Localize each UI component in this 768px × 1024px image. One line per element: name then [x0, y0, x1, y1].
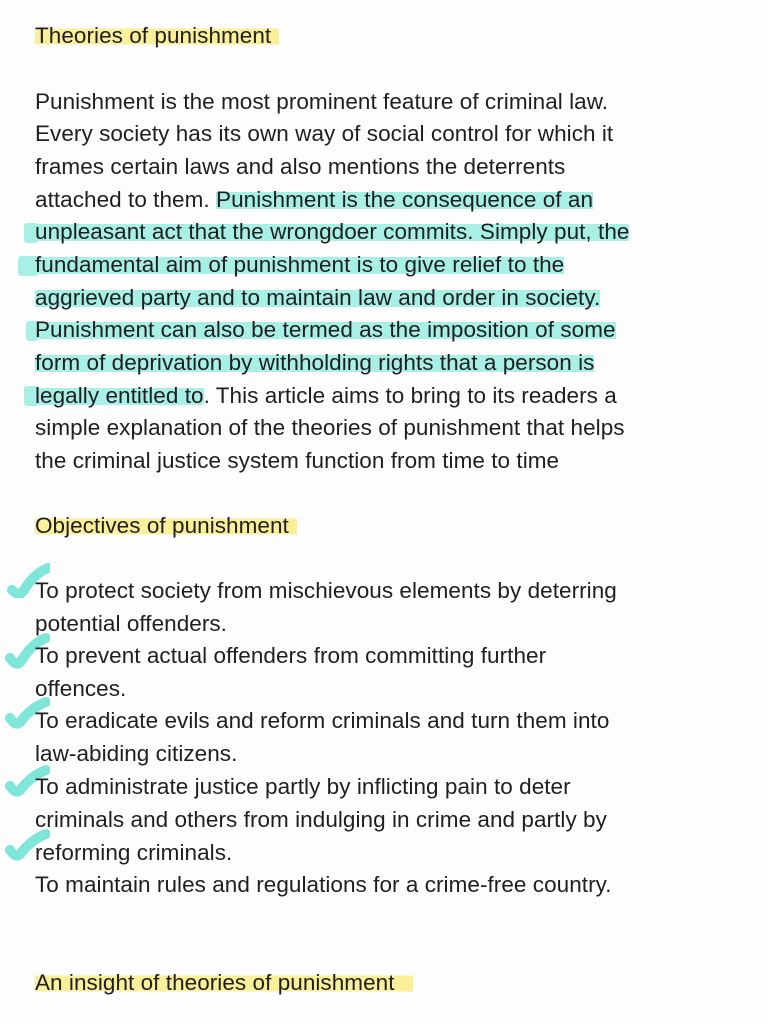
- intro-line-4-highlight: Punishment is the consequence of an: [216, 187, 594, 212]
- objective-item-3-line-1: To eradicate evils and reform criminals and turn them into: [35, 708, 610, 733]
- intro-line-8-highlight: Punishment can also be termed as the imposition of some: [35, 317, 616, 342]
- intro-line-5: [35, 216, 629, 248]
- intro-line-3: frames certain laws and also mentions the deterrents: [35, 154, 566, 179]
- intro-line-6-highlight: fundamental aim of punishment is to give relief to the: [35, 252, 565, 277]
- objective-item-1-line-1: To protect society from mischievous elements by deterring: [35, 578, 617, 603]
- intro-line-7-highlight: aggrieved party and to maintain law and order in society.: [35, 285, 601, 310]
- intro-line-8: [35, 314, 616, 346]
- objective-item-2-line-2: offences.: [35, 676, 127, 701]
- heading-insight-text: An insight of theories of punishment: [35, 970, 413, 995]
- intro-line-1: Punishment is the most prominent feature of criminal law.: [35, 89, 609, 114]
- objective-item-4-line-3: reforming criminals.: [35, 840, 233, 865]
- intro-line-12: the criminal justice system function from time to time: [35, 448, 560, 473]
- objective-item-5-line-1: To maintain rules and regulations for a crime-free country.: [35, 872, 612, 897]
- intro-line-4-plain: attached to them.: [35, 187, 217, 212]
- intro-line-5-highlight: unpleasant act that the wrongdoer commits. Simply put, the: [35, 219, 630, 244]
- heading-theories-text: Theories of punishment: [35, 23, 279, 48]
- intro-line-9-highlight: form of deprivation by withholding rights that a person is: [35, 350, 595, 375]
- intro-line-11: simple explanation of the theories of punishment that helps: [35, 415, 625, 440]
- objective-item-4-line-1: To administrate justice partly by inflicting pain to deter: [35, 774, 571, 799]
- intro-line-7: [35, 282, 600, 314]
- intro-line-9: [35, 347, 594, 379]
- intro-line-4: [35, 184, 593, 216]
- intro-line-10-highlight: legally entitled to: [35, 383, 204, 408]
- intro-line-10: [35, 380, 617, 412]
- heading-theories: [35, 20, 279, 52]
- objective-item-2-line-1: To prevent actual offenders from committing further: [35, 643, 547, 668]
- heading-objectives-text: Objectives of punishment: [35, 513, 297, 538]
- heading-insight: [35, 967, 413, 999]
- intro-line-6: [35, 249, 564, 281]
- objective-item-3-line-2: law-abiding citizens.: [35, 741, 238, 766]
- intro-line-2: Every society has its own way of social control for which it: [35, 121, 614, 146]
- objective-item-1-line-2: potential offenders.: [35, 611, 227, 636]
- intro-line-10-plain: . This article aims to bring to its readers a: [203, 383, 617, 408]
- heading-objectives: [35, 510, 297, 542]
- objective-item-4-line-2: criminals and others from indulging in crime and partly by: [35, 807, 607, 832]
